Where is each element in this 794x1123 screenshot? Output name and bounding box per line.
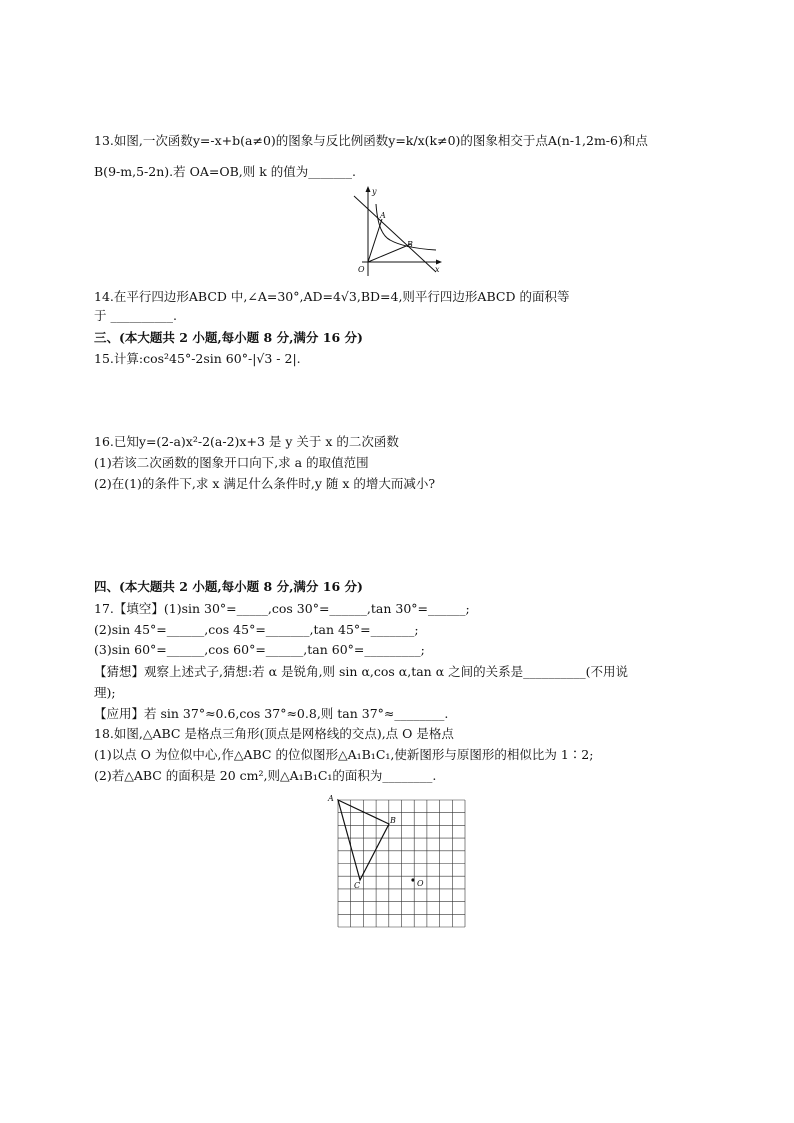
point-b-label: B bbox=[390, 816, 396, 825]
q17-line1: 17.【填空】(1)sin 30°=_____,cos 30°=______,tan 30°=______; bbox=[94, 601, 470, 616]
q18-line2: (1)以点 O 为位似中心,作△ABC 的位似图形△A₁B₁C₁,使新图形与原图形的相似比为 1∶2; bbox=[94, 747, 594, 762]
point-a-label: A bbox=[328, 794, 334, 803]
point-a-label: A bbox=[380, 211, 386, 220]
section-4-heading: 四、(本大题共 2 小题,每小题 8 分,满分 16 分) bbox=[94, 579, 363, 594]
x-axis-arrow bbox=[436, 260, 442, 265]
q17-line2: (2)sin 45°=______,cos 45°=_______,tan 45°=_______; bbox=[94, 622, 419, 637]
y-axis-label: y bbox=[372, 187, 377, 196]
q18-grid-figure bbox=[326, 792, 472, 932]
q14-line1: 14.在平行四边形ABCD 中,∠A=30°,AD=4√3,BD=4,则平行四边形ABCD 的面积等 bbox=[94, 289, 570, 304]
q17-line5: 理); bbox=[94, 685, 116, 700]
linear-function-line bbox=[354, 196, 436, 272]
q17-line3: (3)sin 60°=______,cos 60°=______,tan 60°=_________; bbox=[94, 642, 425, 657]
origin-label: O bbox=[358, 265, 365, 274]
q17-line6: 【应用】若 sin 37°≈0.6,cos 37°≈0.8,则 tan 37°≈________. bbox=[94, 706, 449, 721]
grid-lines bbox=[338, 800, 465, 927]
q17-line4: 【猜想】观察上述式子,猜想:若 α 是锐角,则 sin α,cos α,tan α 之间的关系是__________(不用说 bbox=[94, 664, 628, 679]
section-3-heading: 三、(本大题共 2 小题,每小题 8 分,满分 16 分) bbox=[94, 330, 363, 345]
segment-oa bbox=[368, 219, 382, 262]
x-axis-label: x bbox=[435, 265, 440, 274]
q13-line2: B(9-m,5-2n).若 OA=OB,则 k 的值为_______. bbox=[94, 164, 356, 179]
y-axis-arrow bbox=[366, 186, 371, 192]
q14-line2: 于 __________. bbox=[94, 308, 177, 323]
q13-line1: 13.如图,一次函数y=-x+b(a≠0)的图象与反比例函数y=k/x(k≠0)的图象相交于点A(n-1,2m-6)和点 bbox=[94, 133, 648, 148]
q13-figure bbox=[348, 186, 448, 278]
q16-line1: 16.已知y=(2-a)x²-2(a-2)x+3 是 y 关于 x 的二次函数 bbox=[94, 434, 399, 449]
q15-text: 15.计算:cos²45°-2sin 60°-|√3 - 2|. bbox=[94, 351, 301, 366]
point-o-label: O bbox=[417, 879, 424, 888]
q16-line2: (1)若该二次函数的图象开口向下,求 a 的取值范围 bbox=[94, 455, 369, 470]
segment-ob bbox=[368, 244, 411, 262]
point-o-dot bbox=[411, 878, 414, 881]
point-b-label: B bbox=[407, 240, 413, 249]
q16-line3: (2)在(1)的条件下,求 x 满足什么条件时,y 随 x 的增大而减小? bbox=[94, 476, 436, 491]
point-c-label: C bbox=[354, 881, 361, 890]
q18-line3: (2)若△ABC 的面积是 20 cm²,则△A₁B₁C₁的面积为________. bbox=[94, 768, 437, 783]
q18-line1: 18.如图,△ABC 是格点三角形(顶点是网格线的交点),点 O 是格点 bbox=[94, 726, 454, 741]
